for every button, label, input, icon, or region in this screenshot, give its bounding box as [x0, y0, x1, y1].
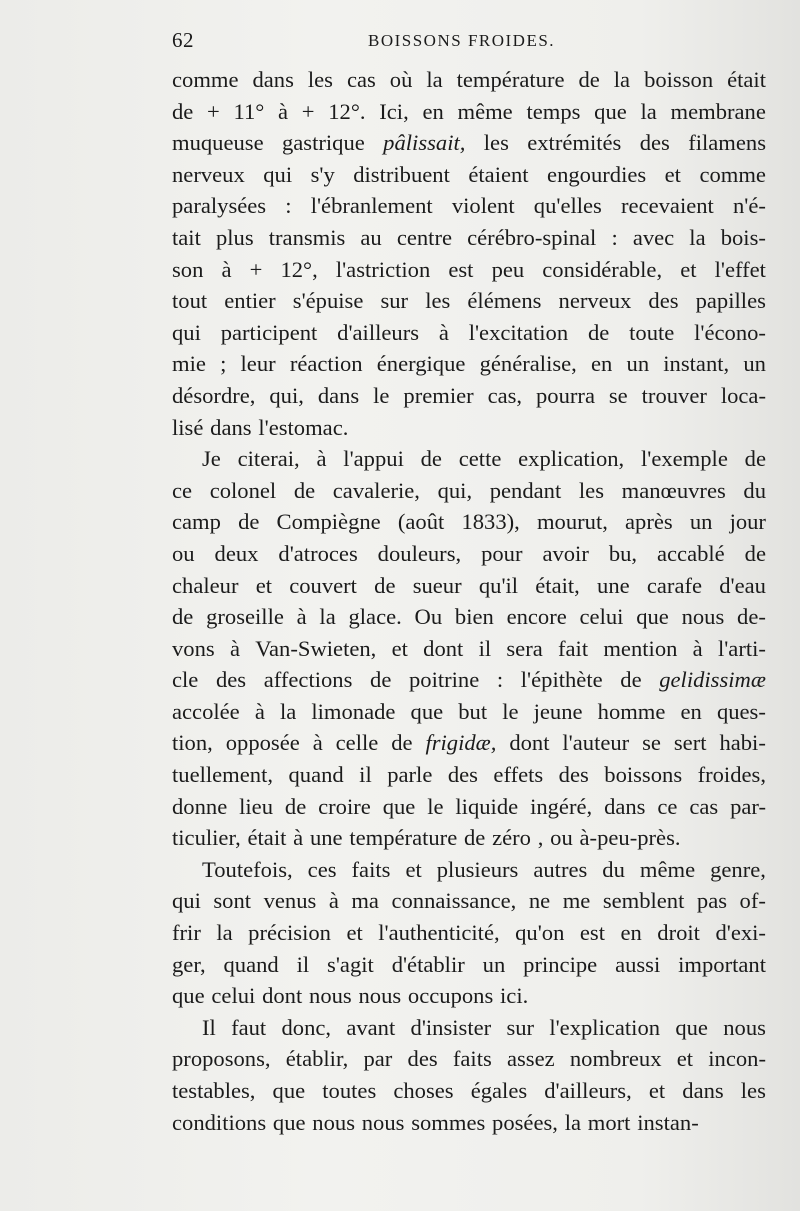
text-line: ce colonel de cavalerie, qui, pendant les manœuvres du	[172, 477, 766, 503]
text-line: comme dans les cas où la température de la boisson était	[172, 67, 766, 92]
paragraph	[172, 443, 766, 854]
running-title: BOISSONS FROIDES.	[368, 31, 556, 50]
text-line: tion, opposée à celle de frigidæ, dont l'auteur se sert habi-	[172, 730, 766, 756]
text-line: Je citerai, à l'appui de cette explication, l'exemple de	[202, 446, 766, 472]
text-line: cle des affections de poitrine : l'épithète de gelidissimæ	[172, 667, 766, 693]
text-line: testables, que toutes choses égales d'ailleurs, et dans les	[172, 1078, 766, 1103]
text-line: chaleur et couvert de sueur qu'il était, une carafe d'eau	[172, 572, 766, 598]
text-line: frir la précision et l'authenticité, qu'on est en droit d'exi-	[172, 920, 766, 946]
text-line: paralysées : l'ébranlement violent qu'elles recevaient n'é-	[172, 193, 766, 219]
text-line: camp de Compiègne (août 1833), mourut, après un jour	[172, 509, 766, 535]
text-line: ou deux d'atroces douleurs, pour avoir bu, accablé de	[172, 540, 766, 566]
text-line: Il faut donc, avant d'insister sur l'explication que nous	[202, 1014, 766, 1040]
text-line: accolée à la limonade que but le jeune homme en ques-	[172, 698, 766, 724]
text-line: ger, quand il s'agit d'établir un principe aussi important	[172, 951, 766, 977]
text-line: ticulier, était à une température de zéro , ou à-peu-près.	[172, 825, 681, 851]
text-line: son à + 12°, l'astriction est peu considérable, et l'effet	[172, 256, 766, 282]
text-line: conditions que nous nous sommes posées, la mort instan-	[172, 1109, 699, 1135]
running-head	[0, 28, 800, 56]
text-line: donne lieu de croire que le liquide ingéré, dans ce cas par-	[172, 793, 766, 819]
text-line: de groseille à la glace. Ou bien encore celui que nous de-	[172, 604, 766, 630]
text-line: désordre, qui, dans le premier cas, pourra se trouver loca-	[172, 382, 766, 408]
text-line: Toutefois, ces faits et plusieurs autres du même genre,	[202, 856, 766, 882]
text-line: tuellement, quand il parle des effets des boissons froides,	[172, 762, 766, 788]
text-line: vons à Van-Swieten, et dont il sera fait mention à l'arti-	[172, 635, 766, 661]
text-line: muqueuse gastrique pâlissait, les extrémités des filamens	[172, 130, 766, 156]
text-line: qui participent d'ailleurs à l'excitation de toute l'écono-	[172, 319, 766, 345]
text-line: mie ; leur réaction énergique généralise, en un instant, un	[172, 351, 766, 377]
text-line: qui sont venus à ma connaissance, ne me semblent pas of-	[172, 888, 766, 914]
body-text	[172, 64, 766, 1138]
text-line: tout entier s'épuise sur les élémens nerveux des papilles	[172, 288, 766, 314]
page-number: 62	[172, 28, 194, 52]
text-line: que celui dont nous nous occupons ici.	[172, 983, 529, 1009]
text-line: proposons, établir, par des faits assez nombreux et incon-	[172, 1046, 766, 1072]
text-line: tait plus transmis au centre cérébro-spinal : avec la bois-	[172, 224, 766, 250]
paragraph	[172, 854, 766, 1012]
text-line: nerveux qui s'y distribuent étaient engourdies et comme	[172, 161, 766, 187]
paragraph	[172, 1012, 766, 1138]
text-line: lisé dans l'estomac.	[172, 414, 349, 440]
text-line: de + 11° à + 12°. Ici, en même temps que la membrane	[172, 98, 766, 124]
paragraph	[172, 64, 766, 443]
